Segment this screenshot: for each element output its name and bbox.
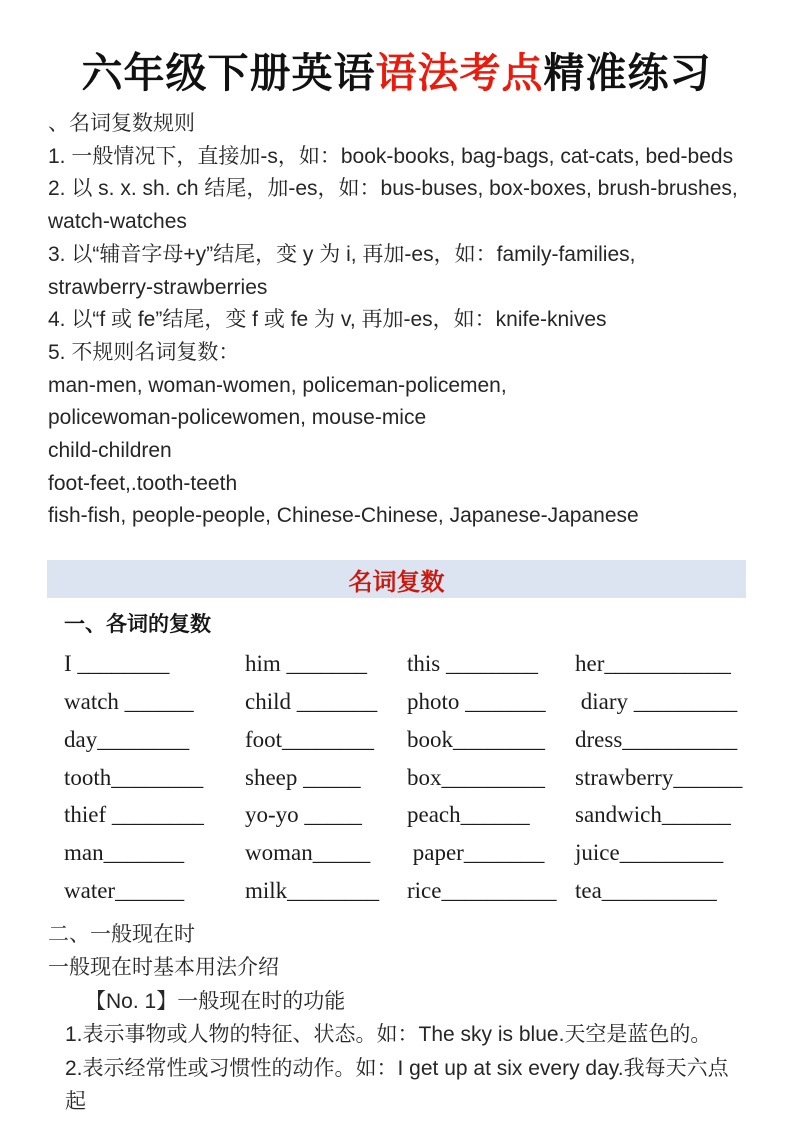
rules-line: child-children xyxy=(48,439,172,463)
plural-rules-section xyxy=(48,108,749,533)
banner-title: 名词复数 xyxy=(348,567,445,596)
word-blank-cell: watch ______ xyxy=(64,688,194,714)
word-blank-cell: foot________ xyxy=(245,726,375,752)
rules-line: foot-feet,.tooth-teeth xyxy=(48,471,238,495)
present-tense-heading: 二、一般现在时 xyxy=(48,922,195,946)
rules-line: policewoman-policewomen, mouse-mice xyxy=(48,406,427,430)
rules-lines xyxy=(48,141,749,533)
title-highlight: 语法考点 xyxy=(375,49,544,97)
word-blank-cell: strawberry______ xyxy=(575,764,743,790)
rules-line: man-men, woman-women, policeman-policemen, xyxy=(48,373,507,397)
word-blank-cell: dress__________ xyxy=(575,726,738,752)
plural-exercise-heading: 一、各词的复数 xyxy=(64,613,211,637)
word-blank-cell: child _______ xyxy=(245,688,378,714)
rules-heading: 、名词复数规则 xyxy=(48,112,195,135)
page-title xyxy=(0,0,793,99)
word-blank-cell: photo _______ xyxy=(407,688,546,714)
word-blank-cell: juice_________ xyxy=(575,840,724,866)
rules-line: strawberry-strawberries xyxy=(48,275,268,299)
present-tense-intro: 一般现在时基本用法介绍 xyxy=(48,956,279,980)
rules-line: 5. 不规则名词复数： xyxy=(48,340,240,364)
present-tense-subheading: 【No. 1】一般现在时的功能 xyxy=(85,989,346,1013)
word-blank-cell: day________ xyxy=(64,726,190,752)
title-suffix: 精准练习 xyxy=(543,49,712,97)
rules-line: fish-fish, people-people, Chinese-Chinese, Japanese-Japanese xyxy=(48,504,639,528)
plural-exercise-grid xyxy=(64,645,754,910)
rules-line: 2. 以 s. x. sh. ch 结尾，加-es，如：bus-buses, box-boxes, brush-brushes, xyxy=(48,177,738,201)
word-blank-cell: this ________ xyxy=(407,651,538,677)
word-blank-cell: box_________ xyxy=(407,764,545,790)
word-blank-cell: rice__________ xyxy=(407,877,557,903)
present-tense-point: 1.表示事物或人物的特征、状态。如：The sky is blue.天空是蓝色的。 xyxy=(65,1023,712,1047)
word-blank-cell: diary _________ xyxy=(575,688,738,714)
section-banner xyxy=(47,560,746,598)
rules-line: 3. 以“辅音字母+y”结尾，变 y 为 i, 再加-es，如：family-families, xyxy=(48,242,636,266)
word-blank-cell: water______ xyxy=(64,877,185,903)
word-blank-cell: thief ________ xyxy=(64,802,204,828)
word-blank-cell: yo-yo _____ xyxy=(245,802,362,828)
word-blank-cell: book________ xyxy=(407,726,545,752)
word-blank-cell: woman_____ xyxy=(245,840,371,866)
rules-line: 1. 一般情况下，直接加-s，如：book-books, bag-bags, cat-cats, bed-beds xyxy=(48,144,734,168)
rules-line: 4. 以“f 或 fe”结尾，变 f 或 fe 为 v, 再加-es，如：knife-knives xyxy=(48,308,607,332)
present-tense-point: 2.表示经常性或习惯性的动作。如：I get up at six every day.我每天六点起 xyxy=(65,1056,729,1114)
rules-line: watch-watches xyxy=(48,210,187,234)
word-blank-cell: tea__________ xyxy=(575,877,717,903)
title-prefix: 六年级下册英语 xyxy=(81,49,376,97)
word-blank-cell: man_______ xyxy=(64,840,185,866)
present-tense-section xyxy=(48,918,749,1119)
word-blank-cell: milk________ xyxy=(245,877,380,903)
word-blank-cell: sheep _____ xyxy=(245,764,361,790)
word-blank-cell: peach______ xyxy=(407,802,530,828)
word-blank-cell: I ________ xyxy=(64,651,170,677)
word-blank-cell: tooth________ xyxy=(64,764,204,790)
word-blank-cell: sandwich______ xyxy=(575,802,731,828)
word-blank-cell: paper_______ xyxy=(407,840,545,866)
word-blank-cell: him _______ xyxy=(245,651,368,677)
word-blank-cell: her___________ xyxy=(575,651,731,677)
